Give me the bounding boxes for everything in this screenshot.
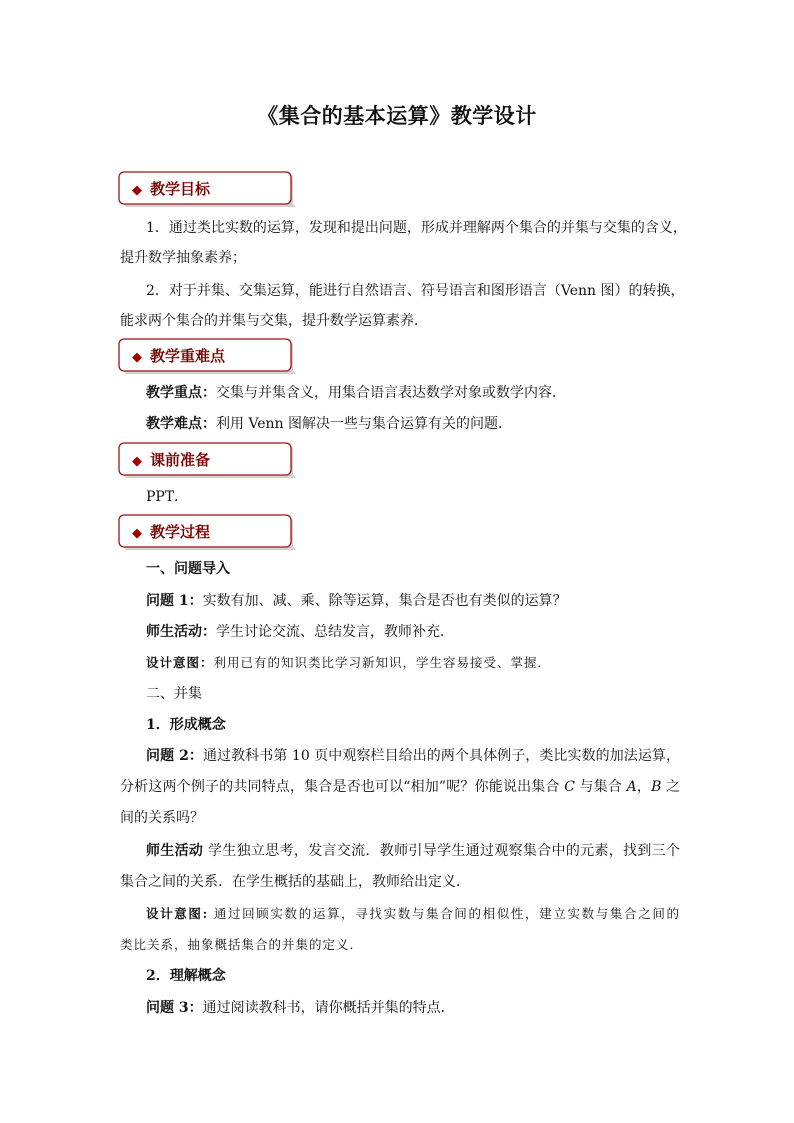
question-1	[146, 591, 706, 611]
question-3	[146, 998, 706, 1018]
activity-2-label: 师生活动	[146, 843, 204, 859]
question-2-text-3: 与集合	[574, 779, 627, 795]
design-intent-1-label: 设计意图：	[146, 655, 214, 670]
goal-2-line-1: 2．对于并集、交集运算，能进行自然语言、符号语言和图形语言（Venn 图）的转换，	[146, 283, 685, 299]
question-3-label: 问题 3：	[146, 1000, 203, 1016]
section-header-keypoints	[118, 338, 296, 374]
design-intent-1-text: 利用已有的知识类比学习新知识，学生容易接受、掌握．	[213, 655, 552, 670]
diamond-icon: ◆	[132, 350, 142, 365]
question-2-text-2: 分析这两个例子的共同特点，集合是否也可以“相加”呢？你能说出集合	[120, 779, 565, 795]
document-title: 《集合的基本运算》教学设计	[257, 103, 537, 128]
difficult-point-line	[146, 414, 706, 434]
difficult-point-label: 教学难点：	[146, 416, 216, 432]
design-intent-1	[146, 653, 706, 673]
question-2-line-1	[146, 746, 680, 766]
diamond-icon: ◆	[132, 526, 142, 541]
part-1-title: 一、问题导入	[146, 561, 230, 577]
question-2-comma: ，	[636, 779, 652, 795]
diamond-icon: ◆	[132, 183, 142, 198]
section-title-process: 教学过程	[150, 523, 211, 541]
goal-1-line-2: 提升数学抽象素养；	[120, 250, 246, 266]
activity-2-line-2: 集合之间的关系．在学生概括的基础上，教师给出定义．	[120, 874, 470, 890]
activity-2-text-1: 学生独立思考，发言交流．教师引导学生通过观察集合中的元素，找到三个	[203, 843, 680, 859]
set-b-symbol: B	[651, 779, 662, 795]
subsection-2-title: 2．理解概念	[146, 968, 226, 984]
design-intent-2-line-2: 类比关系，抽象概括集合的并集的定义．	[120, 937, 364, 952]
question-3-text: 通过阅读教科书，请你概括并集的特点．	[202, 1000, 455, 1016]
set-c-symbol: C	[564, 779, 575, 795]
goal-2-line-2: 能求两个集合的并集与交集，提升数学运算素养．	[120, 313, 428, 329]
design-intent-2-text-1: 通过回顾实数的运算，寻找实数与集合间的相似性，建立实数与集合之间的	[208, 906, 680, 921]
set-a-symbol: A	[626, 779, 637, 795]
activity-1-text: 学生讨论交流、总结发言，教师补充．	[216, 624, 454, 640]
key-point-line	[146, 383, 706, 403]
diamond-icon: ◆	[132, 454, 142, 469]
section-title-keypoints: 教学重难点	[150, 347, 226, 365]
activity-2-line-1	[146, 841, 680, 861]
question-2-text-1: 通过教科书第 10 页中观察栏目给出的两个具体例子，类比实数的加法运算，	[202, 748, 680, 764]
key-point-text: 交集与并集含义，用集合语言表达数学对象或数学内容．	[216, 385, 566, 401]
prep-text: PPT．	[146, 489, 189, 505]
subsection-1-title: 1．形成概念	[146, 717, 226, 733]
section-header-goals	[118, 171, 296, 207]
question-2-label: 问题 2：	[146, 748, 203, 764]
design-intent-2-line-1	[146, 904, 680, 924]
difficult-point-text: 利用 Venn 图解决一些与集合运算有关的问题．	[216, 416, 513, 432]
section-header-process	[118, 514, 296, 550]
activity-1-label: 师生活动：	[146, 624, 216, 640]
question-2-text-4: 之	[661, 779, 681, 795]
part-2-title: 二、并集	[146, 686, 202, 702]
question-2-line-3: 间的关系吗？	[120, 810, 204, 826]
activity-1	[146, 622, 706, 642]
section-header-prep	[118, 442, 296, 478]
design-intent-2-label: 设计意图:	[146, 906, 209, 921]
question-1-label: 问题 1：	[146, 593, 203, 609]
key-point-label: 教学重点：	[146, 385, 216, 401]
question-1-text: 实数有加、减、乘、除等运算，集合是否也有类似的运算？	[202, 593, 567, 609]
section-title-prep: 课前准备	[150, 451, 211, 469]
question-2-line-2	[120, 777, 680, 797]
section-title-goals: 教学目标	[150, 180, 211, 198]
goal-1-line-1: 1．通过类比实数的运算，发现和提出问题，形成并理解两个集合的并集与交集的含义，	[146, 220, 687, 236]
